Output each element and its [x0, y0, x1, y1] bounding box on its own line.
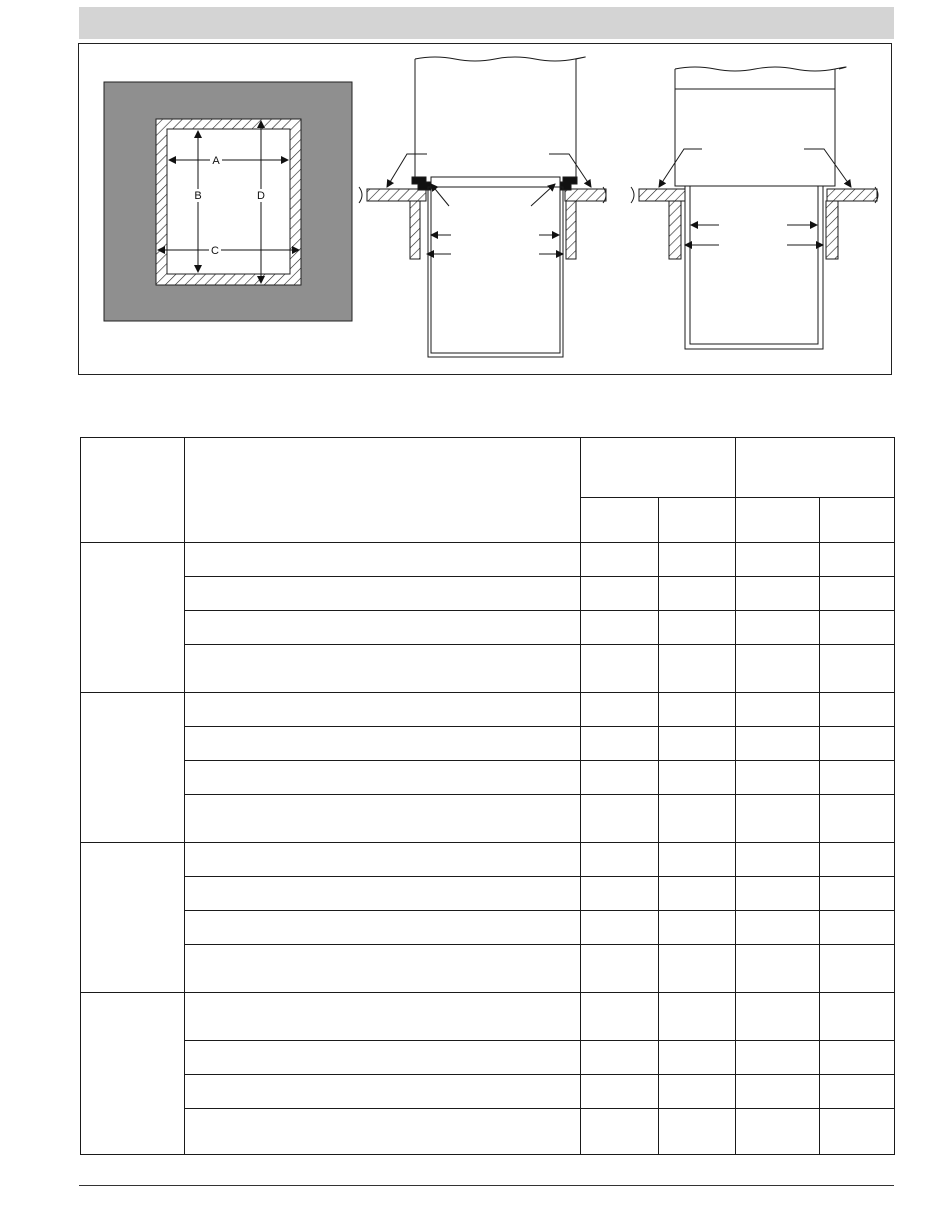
table-row — [81, 1041, 895, 1075]
footer-rule — [79, 1185, 894, 1186]
page-header-bar — [79, 7, 894, 39]
section-view-no-curb — [631, 67, 878, 349]
table-subheader-cell — [659, 498, 736, 543]
table-subheader-cell — [736, 498, 820, 543]
table-row — [81, 693, 895, 727]
table-row — [81, 543, 895, 577]
table-row — [81, 911, 895, 945]
table-subheader-cell — [820, 498, 895, 543]
table-row — [81, 843, 895, 877]
plan-view-opening — [104, 82, 352, 321]
table-row — [81, 795, 895, 843]
table-row — [81, 877, 895, 911]
table-row — [81, 577, 895, 611]
section-view-curb — [359, 57, 606, 357]
table-row — [81, 611, 895, 645]
table-row — [81, 945, 895, 993]
dimension-spec-table — [80, 437, 895, 1155]
table-header-group-cell — [736, 438, 895, 498]
dimension-label-b: B — [194, 190, 202, 202]
table-row — [81, 761, 895, 795]
table-row — [81, 1075, 895, 1109]
table-row — [81, 727, 895, 761]
table-header-cell — [185, 438, 581, 543]
table-group-cell — [81, 693, 185, 843]
table-group-cell — [81, 843, 185, 993]
table-header-group-cell — [581, 438, 736, 498]
dimension-label-c: C — [211, 245, 219, 257]
table-group-cell — [81, 993, 185, 1155]
table-row — [81, 993, 895, 1041]
dimension-label-a: A — [212, 155, 220, 167]
curb-installation-drawing — [79, 44, 893, 376]
dimension-label-d: D — [257, 190, 265, 202]
table-header-cell — [81, 438, 185, 543]
table-row — [81, 645, 895, 693]
table-row — [81, 1109, 895, 1155]
curb-installation-figure — [78, 43, 892, 375]
table-group-cell — [81, 543, 185, 693]
table-subheader-cell — [581, 498, 659, 543]
